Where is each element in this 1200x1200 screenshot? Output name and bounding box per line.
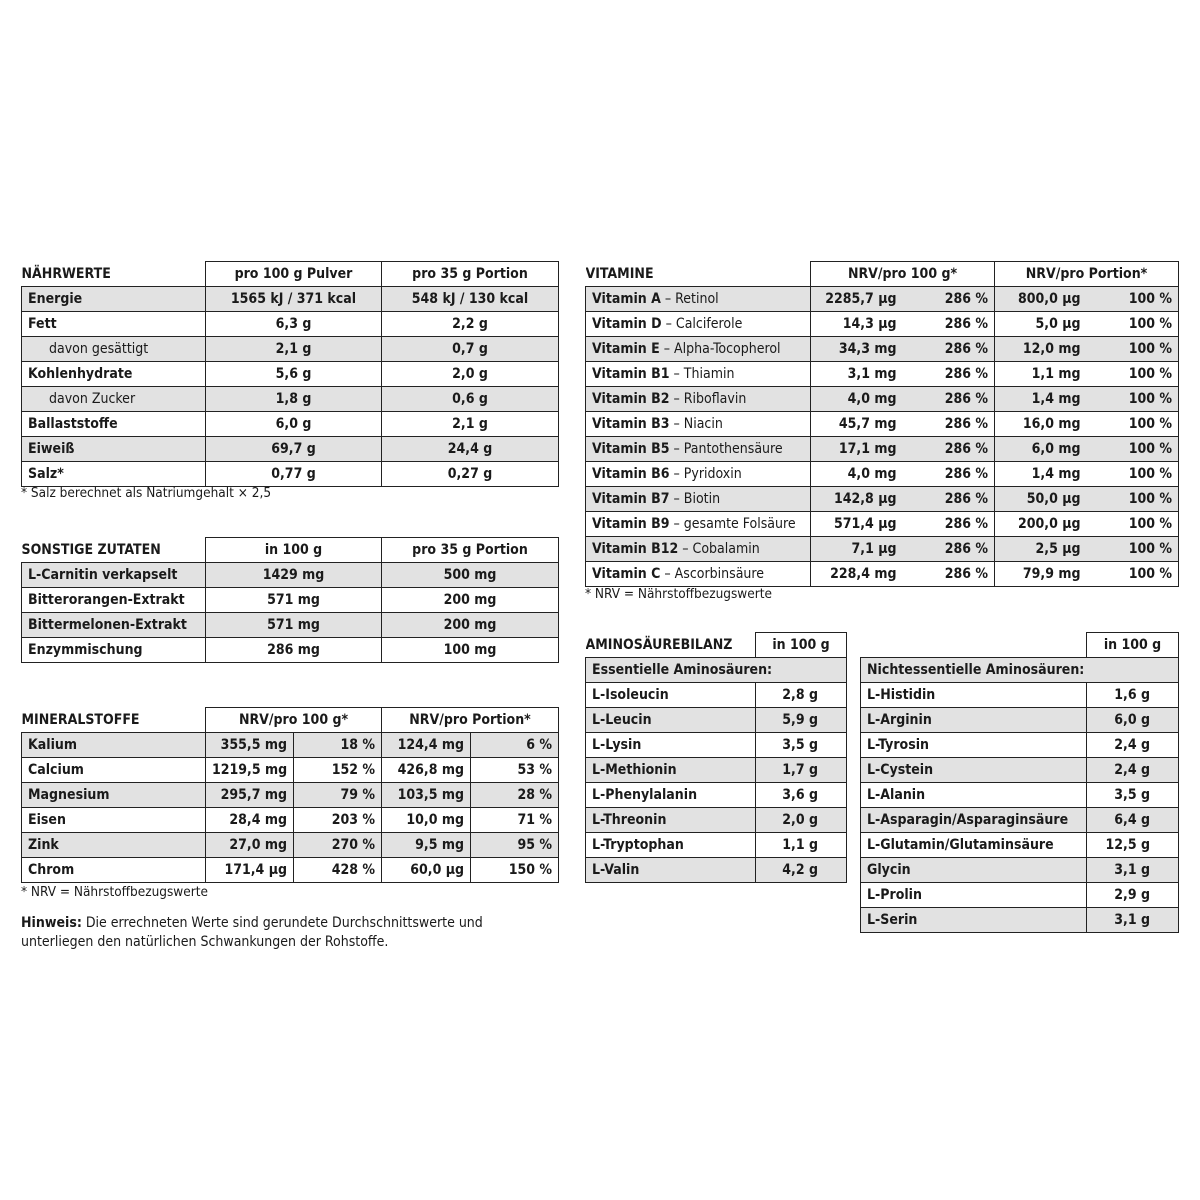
value-per-portion: 24,4 g [382, 437, 559, 462]
table-row [586, 412, 1179, 437]
amount-per-portion: 1,4 mg [995, 462, 1087, 487]
amino-name: L-Tryptophan [586, 833, 756, 858]
vitamin-label [586, 512, 811, 537]
row-label: Kalium [22, 733, 206, 758]
nrv-per-100g: 286 % [903, 412, 995, 437]
value-per-portion: 0,27 g [382, 462, 559, 487]
table-row [586, 437, 1179, 462]
amount-per-100g: 171,4 µg [206, 858, 294, 883]
vitamin-label [586, 462, 811, 487]
naehrwerte-table [21, 261, 559, 487]
vitamin-compound: Cobalamin [692, 541, 760, 557]
vitamin-name: Vitamin B12 [592, 541, 679, 557]
nrv-per-100g: 203 % [294, 808, 382, 833]
amount-per-100g: 4,0 mg [811, 387, 903, 412]
amino-value: 6,4 g [1087, 808, 1179, 833]
nrv-per-100g: 79 % [294, 783, 382, 808]
nrv-per-100g: 286 % [903, 312, 995, 337]
vitamin-name: Vitamin E [592, 341, 660, 357]
row-label: Enzymmischung [22, 638, 206, 663]
amount-per-100g: 17,1 mg [811, 437, 903, 462]
table-header [22, 538, 559, 563]
table-row [586, 462, 1179, 487]
amino-name: L-Threonin [586, 808, 756, 833]
nrv-per-100g: 286 % [903, 287, 995, 312]
value-per-100g: 6,0 g [206, 412, 382, 437]
header-per-portion: pro 35 g Portion [382, 538, 559, 563]
amino-value: 1,6 g [1087, 683, 1179, 708]
nrv-footnote: * NRV = Nährstoffbezugswerte [585, 586, 772, 602]
dash-separator: – [678, 541, 693, 557]
table-row [22, 437, 559, 462]
amount-per-100g: 142,8 µg [811, 487, 903, 512]
amino-name: L-Histidin [861, 683, 1087, 708]
amount-per-100g: 7,1 µg [811, 537, 903, 562]
table-row [861, 708, 1179, 733]
amino-value: 12,5 g [1087, 833, 1179, 858]
nonessential-subheader: Nichtessentielle Aminosäuren: [861, 658, 1179, 683]
dash-separator: – [659, 341, 675, 357]
table-row [861, 683, 1179, 708]
nrv-per-portion: 71 % [471, 808, 559, 833]
table-row [861, 833, 1179, 858]
amino-value: 1,7 g [756, 758, 847, 783]
zutaten-block [21, 537, 559, 663]
header-per-portion: pro 35 g Portion [382, 262, 559, 287]
table-row [22, 462, 559, 487]
vitamin-label [586, 487, 811, 512]
table-row [586, 512, 1179, 537]
amount-per-portion: 10,0 mg [382, 808, 471, 833]
vitamin-name: Vitamin B9 [592, 516, 670, 532]
nrv-per-100g: 152 % [294, 758, 382, 783]
mineralstoffe-title: MINERALSTOFFE [21, 711, 140, 728]
nrv-per-100g: 270 % [294, 833, 382, 858]
vitamin-compound: Ascorbinsäure [674, 566, 765, 582]
value-in-100g: 286 mg [206, 638, 382, 663]
amino-name: L-Cystein [861, 758, 1087, 783]
amount-per-100g: 27,0 mg [206, 833, 294, 858]
table-row [22, 412, 559, 437]
vitamin-compound: Riboflavin [683, 391, 747, 407]
vitamin-compound: Pyridoxin [683, 466, 742, 482]
amino-nonessential-table [860, 632, 1179, 933]
amount-per-portion: 2,5 µg [995, 537, 1087, 562]
nrv-per-portion: 100 % [1087, 287, 1179, 312]
vitamin-name: Vitamin B7 [592, 491, 670, 507]
nrv-per-portion: 95 % [471, 833, 559, 858]
table-row [861, 858, 1179, 883]
value-in-100g: 571 mg [206, 588, 382, 613]
nrv-per-100g: 428 % [294, 858, 382, 883]
vitamine-table [585, 261, 1179, 587]
nrv-per-portion: 100 % [1087, 562, 1179, 587]
row-label: L-Carnitin verkapselt [22, 563, 206, 588]
row-label: Chrom [22, 858, 206, 883]
row-label: Calcium [22, 758, 206, 783]
amino-value: 2,4 g [1087, 758, 1179, 783]
hinweis-line-2: unterliegen den natürlichen Schwankungen der Rohstoffe. [21, 934, 389, 950]
header-nrv-portion: NRV/pro Portion* [382, 708, 559, 733]
vitamin-label [586, 362, 811, 387]
mineralstoffe-block [21, 707, 559, 900]
amount-per-portion: 60,0 µg [382, 858, 471, 883]
table-header [586, 262, 1179, 287]
nrv-per-portion: 100 % [1087, 462, 1179, 487]
amount-per-portion: 16,0 mg [995, 412, 1087, 437]
table-row [861, 883, 1179, 908]
table-row [861, 758, 1179, 783]
header-in-100g: in 100 g [1087, 633, 1179, 658]
amino-value: 3,6 g [756, 783, 847, 808]
table-row [22, 833, 559, 858]
salz-footnote: * Salz berechnet als Natriumgehalt × 2,5 [21, 485, 272, 501]
value-per-portion: 2,1 g [382, 412, 559, 437]
row-label: Salz* [22, 462, 206, 487]
table-row [586, 387, 1179, 412]
header-per-100g: pro 100 g Pulver [206, 262, 382, 287]
amino-value: 5,9 g [756, 708, 847, 733]
table-row [586, 362, 1179, 387]
nrv-per-100g: 286 % [903, 337, 995, 362]
amount-per-portion: 103,5 mg [382, 783, 471, 808]
value-per-portion: 500 mg [382, 563, 559, 588]
value-per-100g: 0,77 g [206, 462, 382, 487]
value-per-portion: 100 mg [382, 638, 559, 663]
amount-per-portion: 5,0 µg [995, 312, 1087, 337]
vitamin-compound: gesamte Folsäure [683, 516, 796, 532]
table-header [861, 633, 1179, 658]
table-row [861, 908, 1179, 933]
row-label: Energie [22, 287, 206, 312]
amino-essential-block [585, 632, 847, 883]
vitamin-compound: Niacin [683, 416, 723, 432]
value-per-100g: 69,7 g [206, 437, 382, 462]
row-label: Zink [22, 833, 206, 858]
amino-name: L-Serin [861, 908, 1087, 933]
zutaten-rows [22, 563, 559, 663]
nrv-per-portion: 6 % [471, 733, 559, 758]
nrv-per-100g: 286 % [903, 562, 995, 587]
table-row [586, 287, 1179, 312]
amino-name: L-Prolin [861, 883, 1087, 908]
value-per-portion: 2,2 g [382, 312, 559, 337]
value-per-portion: 200 mg [382, 613, 559, 638]
header-nrv-100g: NRV/pro 100 g* [206, 708, 382, 733]
header-nrv-portion: NRV/pro Portion* [995, 262, 1179, 287]
header-in-100g: in 100 g [756, 633, 847, 658]
amino-name: L-Alanin [861, 783, 1087, 808]
vitamin-name: Vitamin D [592, 316, 662, 332]
table-row [22, 808, 559, 833]
table-row [586, 833, 847, 858]
amount-per-portion: 426,8 mg [382, 758, 471, 783]
row-label: davon gesättigt [22, 337, 206, 362]
amino-value: 2,0 g [756, 808, 847, 833]
amount-per-100g: 34,3 mg [811, 337, 903, 362]
table-row [22, 362, 559, 387]
naehrwerte-block [21, 261, 559, 501]
subheader-row [861, 658, 1179, 683]
amino-value: 4,2 g [756, 858, 847, 883]
hinweis-text [21, 914, 561, 952]
amino-value: 3,1 g [1087, 908, 1179, 933]
amount-per-portion: 50,0 µg [995, 487, 1087, 512]
value-per-100g: 1565 kJ / 371 kcal [206, 287, 382, 312]
vitamin-name: Vitamin B6 [592, 466, 670, 482]
amino-nonessential-block [860, 632, 1179, 933]
naehrwerte-rows [22, 287, 559, 487]
table-row [586, 783, 847, 808]
dash-separator: – [669, 516, 684, 532]
table-row [586, 708, 847, 733]
amount-per-100g: 28,4 mg [206, 808, 294, 833]
vitamin-label [586, 387, 811, 412]
amino-name: L-Methionin [586, 758, 756, 783]
nrv-per-portion: 100 % [1087, 412, 1179, 437]
row-label: Bittermelonen-Extrakt [22, 613, 206, 638]
nrv-per-portion: 100 % [1087, 537, 1179, 562]
table-row [22, 588, 559, 613]
vitamine-rows [586, 287, 1179, 587]
dash-separator: – [669, 466, 684, 482]
row-label: Eiweiß [22, 437, 206, 462]
table-row [22, 337, 559, 362]
amount-per-100g: 4,0 mg [811, 462, 903, 487]
row-label: Magnesium [22, 783, 206, 808]
amino-value: 6,0 g [1087, 708, 1179, 733]
vitamin-compound: Pantothensäure [683, 441, 783, 457]
amino-value: 3,5 g [1087, 783, 1179, 808]
vitamin-label [586, 337, 811, 362]
subheader-row [586, 658, 847, 683]
zutaten-title: SONSTIGE ZUTATEN [21, 541, 161, 558]
value-per-portion: 2,0 g [382, 362, 559, 387]
vitamin-compound: Biotin [683, 491, 721, 507]
amount-per-portion: 200,0 µg [995, 512, 1087, 537]
nrv-footnote: * NRV = Nährstoffbezugswerte [21, 884, 208, 900]
row-label: Bitterorangen-Extrakt [22, 588, 206, 613]
dash-separator: – [669, 491, 684, 507]
vitamin-compound: Retinol [675, 291, 719, 307]
value-per-portion: 0,7 g [382, 337, 559, 362]
value-in-100g: 571 mg [206, 613, 382, 638]
table-row [586, 337, 1179, 362]
table-row [22, 387, 559, 412]
amino-value: 1,1 g [756, 833, 847, 858]
amino-name: L-Isoleucin [586, 683, 756, 708]
nrv-per-100g: 286 % [903, 462, 995, 487]
table-row [22, 638, 559, 663]
table-row [586, 858, 847, 883]
amount-per-100g: 1219,5 mg [206, 758, 294, 783]
table-row [22, 758, 559, 783]
dash-separator: – [660, 291, 676, 307]
amount-per-portion: 79,9 mg [995, 562, 1087, 587]
nrv-per-portion: 100 % [1087, 487, 1179, 512]
nrv-per-100g: 286 % [903, 362, 995, 387]
nrv-per-portion: 100 % [1087, 437, 1179, 462]
nrv-per-portion: 100 % [1087, 362, 1179, 387]
amino-essential-rows [586, 683, 847, 883]
amino-name: L-Phenylalanin [586, 783, 756, 808]
naehrwerte-title: NÄHRWERTE [21, 265, 111, 282]
amount-per-100g: 228,4 mg [811, 562, 903, 587]
nrv-per-portion: 100 % [1087, 312, 1179, 337]
dash-separator: – [661, 316, 676, 332]
amino-name: L-Lysin [586, 733, 756, 758]
table-row [586, 487, 1179, 512]
table-header [22, 708, 559, 733]
amino-name: L-Glutamin/Glutaminsäure [861, 833, 1087, 858]
amino-name: L-Leucin [586, 708, 756, 733]
amino-value: 2,4 g [1087, 733, 1179, 758]
hinweis-label: Hinweis: [21, 915, 82, 931]
table-row [22, 858, 559, 883]
nrv-per-portion: 100 % [1087, 387, 1179, 412]
dash-separator: – [660, 566, 675, 582]
vitamin-name: Vitamin C [592, 566, 661, 582]
table-header [586, 633, 847, 658]
vitamin-compound: Calciferole [675, 316, 743, 332]
table-row [586, 312, 1179, 337]
table-header [22, 262, 559, 287]
value-per-portion: 548 kJ / 130 kcal [382, 287, 559, 312]
nrv-per-100g: 286 % [903, 487, 995, 512]
amino-name: L-Valin [586, 858, 756, 883]
table-row [586, 562, 1179, 587]
mineralstoffe-rows [22, 733, 559, 883]
vitamine-title: VITAMINE [585, 265, 654, 282]
amino-value: 3,1 g [1087, 858, 1179, 883]
amino-value: 2,8 g [756, 683, 847, 708]
value-per-100g: 1,8 g [206, 387, 382, 412]
dash-separator: – [669, 416, 684, 432]
amount-per-100g: 14,3 µg [811, 312, 903, 337]
value-per-100g: 5,6 g [206, 362, 382, 387]
vitamin-compound: Alpha-Tocopherol [674, 341, 781, 357]
amino-name: L-Arginin [861, 708, 1087, 733]
nrv-per-portion: 100 % [1087, 337, 1179, 362]
table-row [861, 733, 1179, 758]
value-per-100g: 2,1 g [206, 337, 382, 362]
amino-essential-table [585, 632, 847, 883]
amount-per-100g: 3,1 mg [811, 362, 903, 387]
vitamin-name: Vitamin B2 [592, 391, 670, 407]
nrv-per-portion: 150 % [471, 858, 559, 883]
header-in-100g: in 100 g [206, 538, 382, 563]
nrv-per-portion: 28 % [471, 783, 559, 808]
zutaten-table [21, 537, 559, 663]
amino-nonessential-rows [861, 683, 1179, 933]
table-row [22, 312, 559, 337]
row-label: Ballaststoffe [22, 412, 206, 437]
table-row [586, 537, 1179, 562]
amount-per-100g: 295,7 mg [206, 783, 294, 808]
row-label: Fett [22, 312, 206, 337]
nrv-per-100g: 18 % [294, 733, 382, 758]
nrv-per-portion: 53 % [471, 758, 559, 783]
vitamine-block [585, 261, 1179, 602]
amount-per-100g: 45,7 mg [811, 412, 903, 437]
nrv-per-100g: 286 % [903, 512, 995, 537]
value-per-portion: 200 mg [382, 588, 559, 613]
amino-name: Glycin [861, 858, 1087, 883]
row-label: Eisen [22, 808, 206, 833]
amino-name: L-Tyrosin [861, 733, 1087, 758]
nrv-per-100g: 286 % [903, 437, 995, 462]
hinweis-line-1: Die errechneten Werte sind gerundete Durchschnittswerte und [81, 915, 483, 931]
vitamin-name: Vitamin B3 [592, 416, 670, 432]
amount-per-100g: 355,5 mg [206, 733, 294, 758]
dash-separator: – [669, 441, 684, 457]
amount-per-portion: 12,0 mg [995, 337, 1087, 362]
vitamin-name: Vitamin B1 [592, 366, 670, 382]
mineralstoffe-table [21, 707, 559, 883]
vitamin-label [586, 562, 811, 587]
amount-per-portion: 1,1 mg [995, 362, 1087, 387]
amino-value: 2,9 g [1087, 883, 1179, 908]
nrv-per-100g: 286 % [903, 537, 995, 562]
value-in-100g: 1429 mg [206, 563, 382, 588]
table-row [22, 733, 559, 758]
amount-per-portion: 124,4 mg [382, 733, 471, 758]
header-nrv-100g: NRV/pro 100 g* [811, 262, 995, 287]
amount-per-100g: 2285,7 µg [811, 287, 903, 312]
row-label: Kohlenhydrate [22, 362, 206, 387]
vitamin-compound: Thiamin [683, 366, 735, 382]
table-row [586, 683, 847, 708]
amino-value: 3,5 g [756, 733, 847, 758]
table-row [22, 613, 559, 638]
dash-separator: – [669, 366, 684, 382]
nrv-per-portion: 100 % [1087, 512, 1179, 537]
essential-subheader: Essentielle Aminosäuren: [586, 658, 847, 683]
vitamin-name: Vitamin B5 [592, 441, 670, 457]
amount-per-portion: 800,0 µg [995, 287, 1087, 312]
amount-per-portion: 9,5 mg [382, 833, 471, 858]
row-label: davon Zucker [22, 387, 206, 412]
amount-per-portion: 1,4 mg [995, 387, 1087, 412]
vitamin-name: Vitamin A [592, 291, 661, 307]
vitamin-label [586, 287, 811, 312]
amount-per-portion: 6,0 mg [995, 437, 1087, 462]
vitamin-label [586, 437, 811, 462]
amount-per-100g: 571,4 µg [811, 512, 903, 537]
table-row [861, 808, 1179, 833]
amino-name: L-Asparagin/Asparaginsäure [861, 808, 1087, 833]
nrv-per-100g: 286 % [903, 387, 995, 412]
table-row [22, 287, 559, 312]
vitamin-label [586, 312, 811, 337]
table-row [586, 733, 847, 758]
table-row [861, 783, 1179, 808]
dash-separator: – [669, 391, 684, 407]
vitamin-label [586, 412, 811, 437]
value-per-100g: 6,3 g [206, 312, 382, 337]
table-row [22, 563, 559, 588]
amino-title: AMINOSÄUREBILANZ [585, 636, 733, 653]
value-per-portion: 0,6 g [382, 387, 559, 412]
vitamin-label [586, 537, 811, 562]
table-row [586, 808, 847, 833]
table-row [586, 758, 847, 783]
table-row [22, 783, 559, 808]
